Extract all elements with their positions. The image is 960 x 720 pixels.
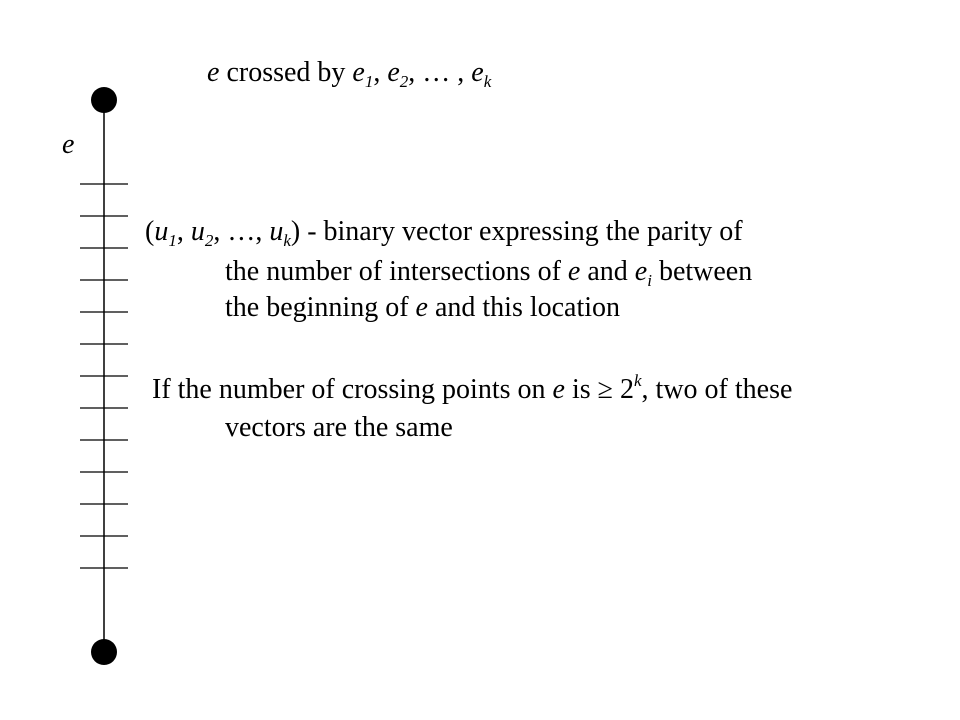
vec-sub-2: 2: [204, 231, 214, 250]
vector-desc-line1: [145, 216, 743, 248]
vec-open: (: [145, 216, 155, 247]
vector-desc-line2: [225, 256, 752, 288]
desc-l2-a: the number of intersections of: [225, 256, 568, 287]
claim-exp-k: k: [634, 371, 642, 390]
desc-l2-ei: e: [634, 256, 648, 287]
edge-start-vertex: [91, 87, 117, 113]
vec-u2: u: [190, 216, 205, 247]
title-sub-k: k: [483, 72, 492, 91]
title-e1: e: [352, 57, 365, 88]
claim-two: 2: [613, 374, 634, 405]
claim-l1-c: , two of these: [641, 374, 793, 405]
claim-line1: [152, 371, 793, 406]
edge-end-vertex: [91, 639, 117, 665]
claim-l1-b: is: [564, 374, 598, 405]
claim-l1-e: e: [552, 374, 565, 405]
claim-line2: vectors are the same: [225, 412, 453, 443]
title-crossed-by: crossed by: [219, 57, 353, 88]
title-sub-1: 1: [364, 72, 374, 91]
vec-sep1: ,: [176, 216, 191, 247]
desc-l2-sub-i: i: [647, 271, 652, 290]
edge-label: e: [62, 129, 75, 160]
desc-l3-b: and this location: [427, 292, 621, 323]
vec-sep2: , …,: [213, 216, 270, 247]
geq-symbol: ≥: [597, 374, 613, 405]
title-sep1: ,: [373, 57, 388, 88]
claim-l1-a: If the number of crossing points on: [152, 374, 553, 405]
vec-sub-1: 1: [168, 231, 177, 250]
vec-u1: u: [154, 216, 169, 247]
vec-sub-k: k: [283, 231, 291, 250]
title-e2: e: [387, 57, 400, 88]
title-ek: e: [471, 57, 484, 88]
desc-l3-a: the beginning of: [225, 292, 416, 323]
title-sep2: , … ,: [408, 57, 472, 88]
desc-l2-c: between: [651, 256, 753, 287]
title-sub-2: 2: [399, 72, 409, 91]
vec-uk: u: [269, 216, 284, 247]
desc-l3-e: e: [415, 292, 428, 323]
diagram-title: [207, 57, 491, 89]
desc-l2-b: and: [580, 256, 635, 287]
desc-l2-e: e: [567, 256, 581, 287]
vec-close-text: ) - binary vector expressing the parity of: [290, 216, 743, 247]
title-e: e: [207, 57, 220, 88]
vector-desc-line3: [225, 292, 620, 324]
